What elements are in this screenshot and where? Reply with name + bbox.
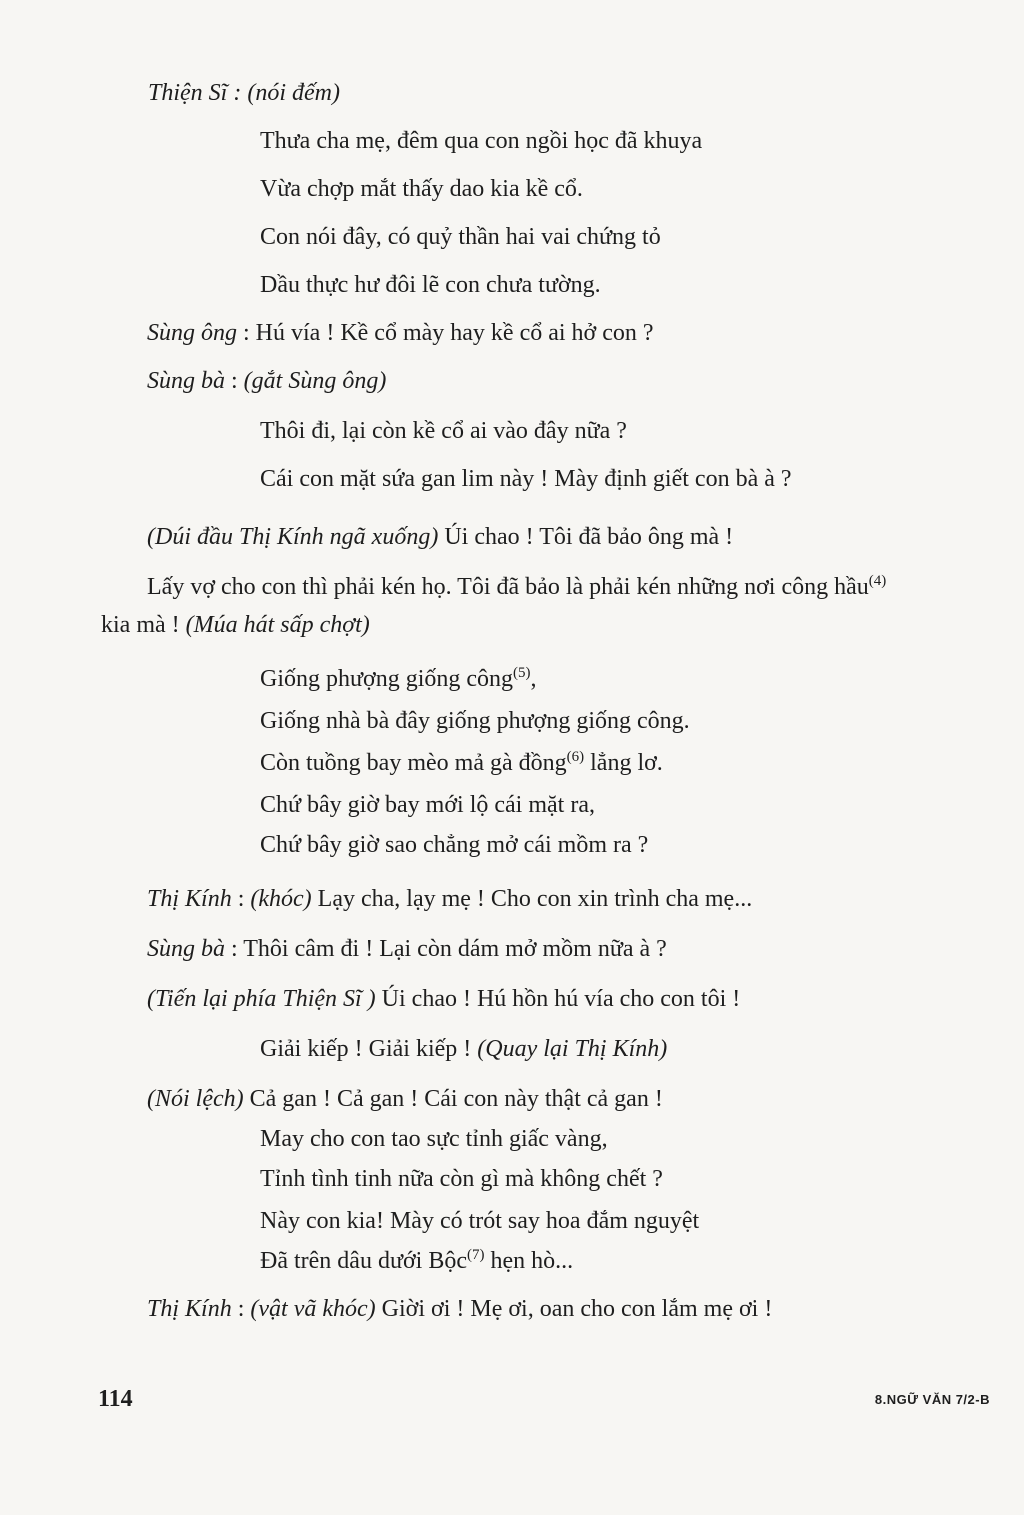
stage-direction: Thị Kính bbox=[147, 886, 232, 912]
line-text: : bbox=[231, 886, 251, 912]
line-text: Lấy vợ cho con thì phải kén họ. Tôi đã bảo là phải kén những nơi công hầu bbox=[147, 574, 869, 600]
line-text: Vừa chợp mắt thấy dao kia kề cổ. bbox=[260, 176, 583, 202]
line-text: : Thôi câm đi ! Lại còn dám mở mồm nữa à ? bbox=[225, 936, 667, 962]
text-line bbox=[101, 610, 370, 640]
text-line bbox=[260, 830, 648, 860]
text-line bbox=[260, 790, 595, 820]
line-text: Thưa cha mẹ, đêm qua con ngồi học đã khuya bbox=[260, 128, 703, 154]
line-text: hẹn hò... bbox=[484, 1248, 574, 1274]
text-line bbox=[147, 1084, 663, 1114]
page-number: 114 bbox=[98, 1386, 133, 1412]
line-text: : Hú vía ! Kề cổ mày hay kề cổ ai hở con ? bbox=[237, 320, 654, 346]
text-line bbox=[260, 1124, 608, 1154]
footnote-marker: (4) bbox=[868, 573, 887, 589]
footnote-marker: (7) bbox=[466, 1247, 485, 1263]
text-line bbox=[260, 1246, 573, 1276]
line-text: Thôi đi, lại còn kề cổ ai vào đây nữa ? bbox=[260, 418, 627, 444]
text-line bbox=[147, 1294, 772, 1324]
text-line bbox=[147, 522, 733, 552]
stage-direction: (vật vã khóc) bbox=[250, 1296, 376, 1322]
book-code: 8.NGỮ VĂN 7/2-B bbox=[874, 1392, 990, 1407]
line-text: : bbox=[231, 1296, 251, 1322]
line-text: Con nói đây, có quỷ thần hai vai chứng tỏ bbox=[260, 224, 661, 250]
stage-direction: (Nói lệch) bbox=[147, 1086, 244, 1112]
line-text: Dầu thực hư đôi lẽ con chưa tường. bbox=[260, 272, 601, 298]
line-text: kia mà ! bbox=[101, 612, 186, 638]
text-line bbox=[260, 270, 601, 300]
line-text: Giải kiếp ! Giải kiếp ! bbox=[260, 1036, 478, 1062]
text-line bbox=[147, 884, 752, 914]
line-text: Tỉnh tình tinh nữa còn gì mà không chết ? bbox=[260, 1166, 663, 1192]
line-text: Úi chao ! Tôi đã bảo ông mà ! bbox=[438, 524, 734, 550]
text-line bbox=[260, 706, 690, 736]
stage-direction: (Tiến lại phía Thiện Sĩ ) bbox=[147, 986, 376, 1012]
line-text: Chứ bây giờ bay mới lộ cái mặt ra, bbox=[260, 792, 595, 818]
stage-direction: Thiện Sĩ : (nói đếm) bbox=[148, 80, 340, 106]
line-text: Cái con mặt sứa gan lim này ! Mày định giết con bà à ? bbox=[260, 466, 792, 492]
text-line bbox=[147, 318, 654, 348]
stage-direction: Thị Kính bbox=[147, 1296, 232, 1322]
stage-direction: (gắt Sùng ông) bbox=[243, 368, 387, 394]
stage-direction: (Quay lại Thị Kính) bbox=[477, 1036, 668, 1062]
footnote-marker: (5) bbox=[513, 665, 531, 681]
line-text: Này con kia! Mày có trót say hoa đắm nguyệt bbox=[260, 1208, 700, 1234]
stage-direction: Sùng ông bbox=[147, 320, 237, 346]
stage-direction: (khóc) bbox=[250, 886, 312, 912]
text-line bbox=[260, 416, 627, 446]
stage-direction: Sùng bà bbox=[147, 368, 225, 394]
text-line bbox=[260, 174, 583, 204]
text-line bbox=[260, 1034, 667, 1064]
text-line bbox=[260, 1164, 663, 1194]
stage-direction: (Dúi đầu Thị Kính ngã xuống) bbox=[147, 524, 439, 550]
text-line bbox=[260, 464, 792, 494]
line-text: Giời ơi ! Mẹ ơi, oan cho con lắm mẹ ơi ! bbox=[375, 1296, 773, 1322]
line-text: Úi chao ! Hú hồn hú vía cho con tôi ! bbox=[375, 986, 741, 1012]
text-line bbox=[147, 572, 886, 602]
text-line bbox=[147, 934, 667, 964]
line-text: : bbox=[225, 368, 244, 394]
stage-direction: (Múa hát sấp chợt) bbox=[185, 612, 370, 638]
line-text: Chứ bây giờ sao chẳng mở cái mồm ra ? bbox=[260, 832, 649, 858]
text-line bbox=[260, 664, 537, 694]
text-line bbox=[147, 366, 386, 396]
line-text: May cho con tao sực tỉnh giấc vàng, bbox=[260, 1126, 608, 1152]
text-line bbox=[260, 748, 663, 778]
line-text: , bbox=[530, 666, 537, 692]
line-text: Còn tuồng bay mèo mả gà đồng bbox=[260, 750, 567, 776]
line-text: Giống nhà bà đây giống phượng giống công. bbox=[260, 708, 690, 734]
line-text: Giống phượng giống công bbox=[260, 666, 514, 692]
footnote-marker: (6) bbox=[566, 749, 585, 765]
line-text: lẳng lơ. bbox=[584, 750, 663, 776]
line-text: Lạy cha, lạy mẹ ! Cho con xin trình cha mẹ... bbox=[311, 886, 753, 912]
line-text: Cả gan ! Cả gan ! Cái con này thật cả gan ! bbox=[243, 1086, 663, 1112]
text-line bbox=[260, 1206, 699, 1236]
stage-direction: Sùng bà bbox=[147, 936, 225, 962]
text-line bbox=[260, 126, 702, 156]
text-line bbox=[260, 222, 661, 252]
line-text: Đã trên dâu dưới Bộc bbox=[260, 1248, 467, 1274]
text-line bbox=[147, 984, 740, 1014]
text-line bbox=[148, 78, 340, 108]
